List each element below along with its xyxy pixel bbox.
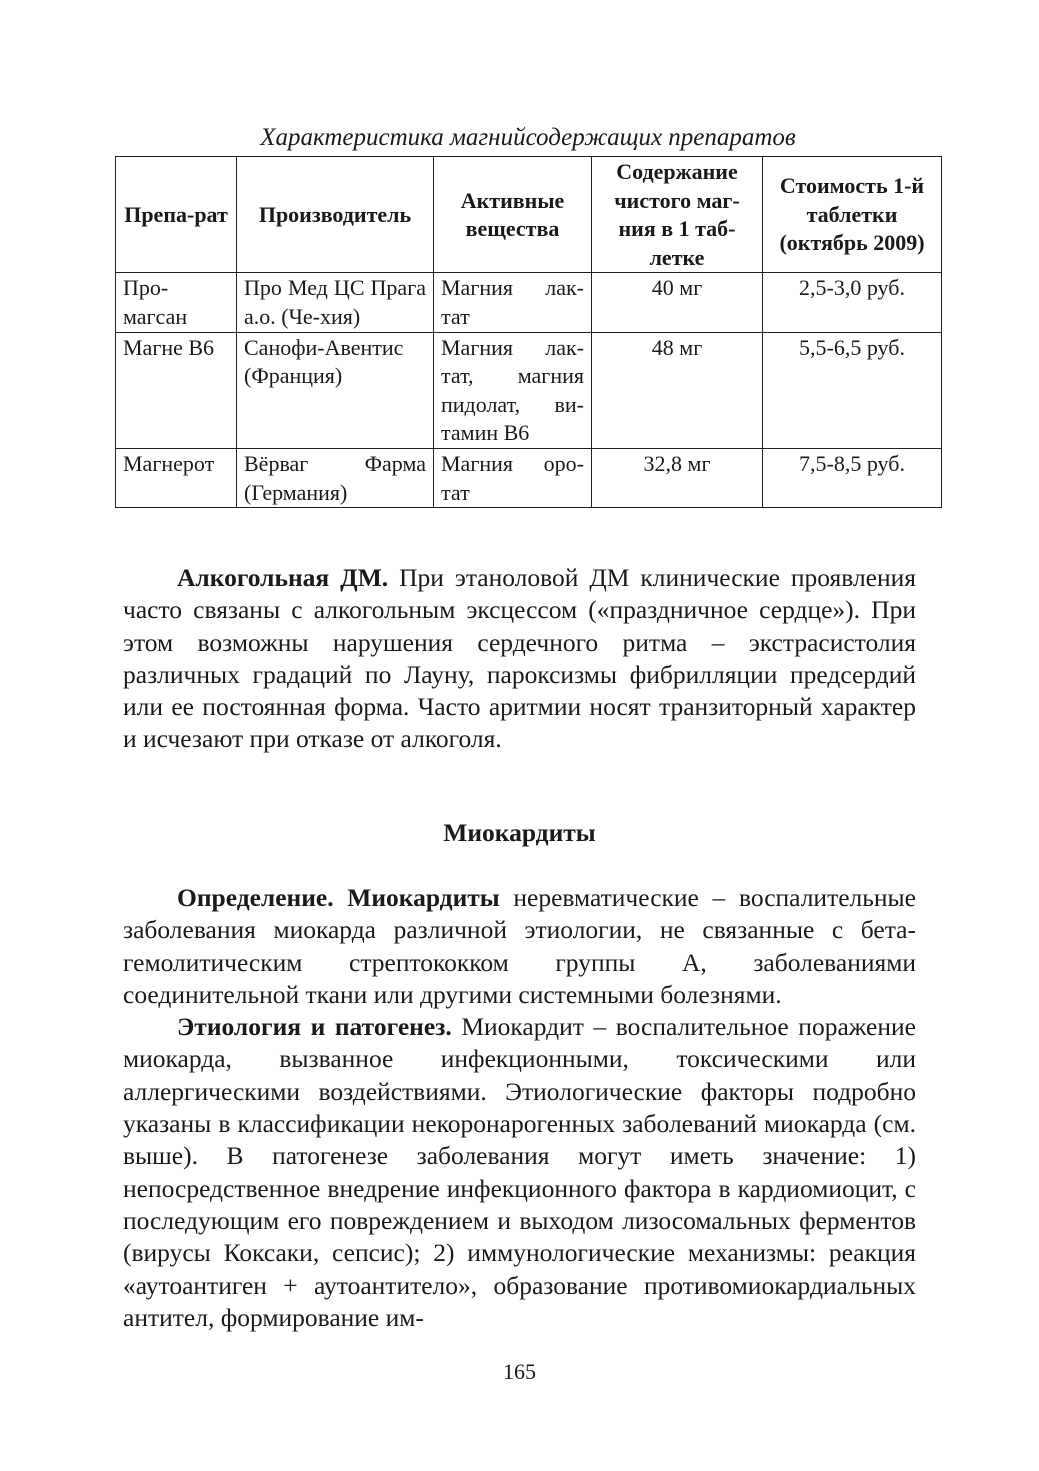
cell-tablet-cost: 2,5-3,0 руб. bbox=[763, 273, 942, 332]
section-heading: Миокардиты bbox=[443, 818, 596, 847]
table-row bbox=[116, 332, 942, 448]
cell-active-substances: Магния лак-тат bbox=[434, 273, 592, 332]
cell-manufacturer: Санофи-Авентис (Франция) bbox=[237, 332, 434, 448]
cell-magnesium-content: 48 мг bbox=[592, 332, 763, 448]
cell-active-substances: Магния оро-тат bbox=[434, 448, 592, 507]
header-tablet-cost: Стоимость 1-й таблетки (октябрь 2009) bbox=[763, 157, 942, 273]
cell-drug: Магнерот bbox=[116, 448, 237, 507]
table-row bbox=[116, 273, 942, 332]
alcohol-paragraph-block bbox=[123, 562, 916, 756]
header-drug: Препа-рат bbox=[116, 157, 237, 273]
definition-lead: Определение. Миокардиты bbox=[177, 883, 500, 912]
header-magnesium-content: Содержание чистого маг-ния в 1 таб-летке bbox=[592, 157, 763, 273]
table-header-row bbox=[116, 157, 942, 273]
myocarditis-text-block bbox=[123, 882, 916, 1334]
cell-magnesium-content: 40 мг bbox=[592, 273, 763, 332]
alcohol-body: При этаноловой ДМ клинические проявления часто связаны с алкогольным эксцессом («праздничное сердце»). При этом возможны нарушения сердечного ритма – экстрасистолия различных градаций по Лауну, пароксизмы фибрилляции предсердий или ее постоянная форма. Часто аритмии носят транзиторный характер и исчезают при отказе от алкоголя. bbox=[123, 563, 917, 754]
alcohol-lead: Алкогольная ДМ. bbox=[177, 563, 389, 592]
etiology-lead: Этиология и патогенез. bbox=[177, 1012, 452, 1042]
header-active-substances: Активные вещества bbox=[434, 157, 592, 273]
alcohol-paragraph bbox=[123, 562, 916, 756]
table-row bbox=[116, 448, 942, 507]
table-caption: Характеристика магнийсодержащих препаратов bbox=[260, 124, 796, 151]
definition-body: неревматические – воспалительные заболевания миокарда различной этиологии, не связанные с бета-гемолитическим стрептококком группы А, заболеваниями соединительной ткани или другими системными болезнями. bbox=[123, 883, 916, 1009]
cell-magnesium-content: 32,8 мг bbox=[592, 448, 763, 507]
cell-manufacturer: Про Мед ЦС Прага а.о. (Че-хия) bbox=[237, 273, 434, 332]
cell-manufacturer: Вёрваг Фарма (Германия) bbox=[237, 448, 434, 507]
cell-drug: Про-магсан bbox=[116, 273, 237, 332]
definition-paragraph bbox=[123, 882, 916, 1011]
page-number: 165 bbox=[503, 1359, 536, 1384]
cell-active-substances: Магния лак-тат, магния пидолат, ви-тамин В6 bbox=[434, 332, 592, 448]
etiology-paragraph bbox=[123, 1011, 916, 1334]
magnesium-drugs-table bbox=[115, 156, 942, 508]
cell-tablet-cost: 5,5-6,5 руб. bbox=[763, 332, 942, 448]
cell-tablet-cost: 7,5-8,5 руб. bbox=[763, 448, 942, 507]
cell-drug: Магне В6 bbox=[116, 332, 237, 448]
header-manufacturer: Производитель bbox=[237, 157, 434, 273]
etiology-body: Миокардит – воспалительное поражение миокарда, вызванное инфекционными, токсическими или аллергическими воздействиями. Этиологические факторы подробно указаны в классификации некоронарогенных заболеваний миокарда (см. выше). В патогенезе заболевания могут иметь значение: 1) непосредственное внедрение инфекционного фактора в кардиомиоцит, с последующим его повреждением и выходом лизосомальных ферментов (вирусы Коксаки, сепсис); 2) иммунологические механизмы: реакция «аутоантиген + аутоантитело», образование противомиокардиальных антител, формирование им- bbox=[123, 1012, 916, 1332]
